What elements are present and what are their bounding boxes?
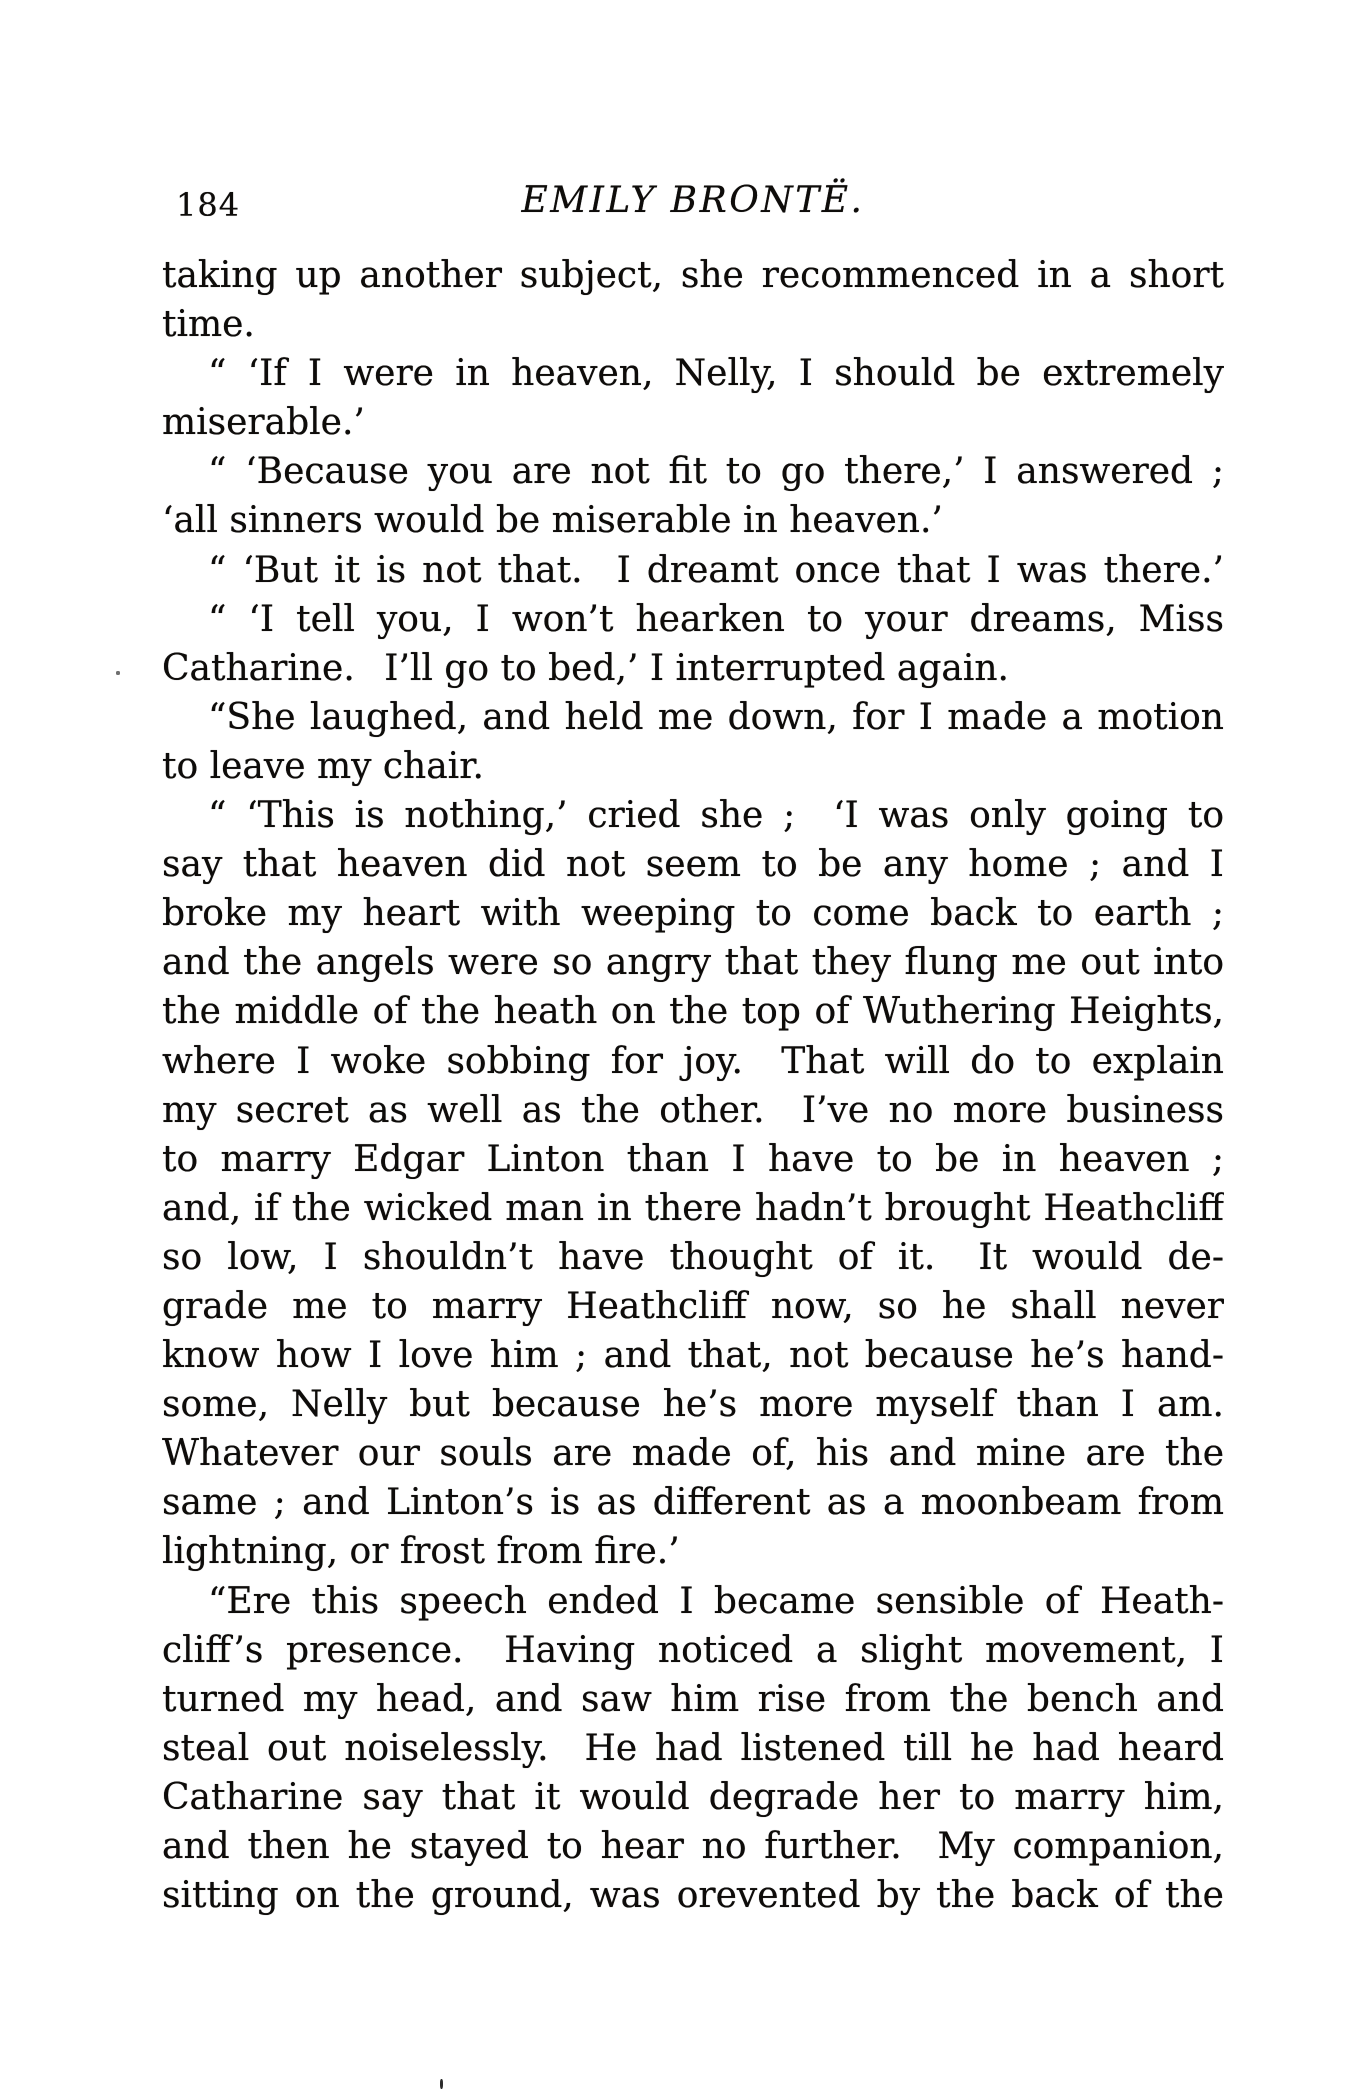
text-line: broke my heart with weeping to come back to earth ;: [162, 893, 1224, 935]
text-line: to marry Edgar Linton than I have to be in heaven ;: [162, 1138, 1224, 1180]
text-line: sitting on the ground, was orevented by the back of the: [162, 1875, 1224, 1917]
text-line: turned my head, and saw him rise from the bench and: [162, 1678, 1224, 1720]
text-line: ‘all sinners would be miserable in heaven.’: [162, 500, 943, 542]
text-line: and then he stayed to hear no further. My companion,: [162, 1826, 1224, 1867]
scan-speck: [116, 671, 120, 675]
running-header-title: EMILY BRONTË.: [521, 180, 865, 221]
text-line: taking up another subject, she recommenced in a short: [162, 255, 1224, 296]
text-line: cliff’s presence. Having noticed a slight movement, I: [162, 1629, 1224, 1671]
text-line: and, if the wicked man in there hadn’t brought Heathcliff: [162, 1187, 1224, 1229]
text-line: say that heaven did not seem to be any home ; and I: [162, 844, 1224, 886]
text-line: “She laughed, and held me down, for I made a motion: [208, 696, 1224, 738]
text-line: the middle of the heath on the top of Wuthering Heights,: [162, 991, 1224, 1033]
text-line: where I woke sobbing for joy. That will do to explain: [162, 1040, 1224, 1082]
text-line: and the angels were so angry that they flung me out into: [162, 942, 1224, 984]
text-line: “ ‘But it is not that. I dreamt once that I was there.’: [208, 549, 1224, 591]
text-line: know how I love him ; and that, not because he’s hand-: [162, 1335, 1224, 1377]
text-line: some, Nelly but because he’s more myself than I am.: [162, 1384, 1224, 1426]
text-line: steal out noiselessly. He had listened till he had heard: [162, 1727, 1224, 1769]
text-line: same ; and Linton’s is as different as a moonbeam from: [162, 1482, 1224, 1524]
text-line: “ ‘Because you are not fit to go there,’ I answered ;: [208, 451, 1224, 493]
text-line: Catharine say that it would degrade her to marry him,: [162, 1776, 1224, 1818]
text-line: grade me to marry Heathcliff now, so he shall never: [162, 1285, 1224, 1327]
scan-speck: [440, 2079, 443, 2089]
text-line: “ ‘I tell you, I won’t hearken to your dreams, Miss: [208, 598, 1224, 640]
text-line: my secret as well as the other. I’ve no more business: [162, 1089, 1224, 1131]
text-line: so low, I shouldn’t have thought of it. It would de-: [162, 1236, 1224, 1278]
text-line: time.: [162, 304, 255, 346]
text-line: miserable.’: [162, 402, 365, 444]
text-line: “ ‘This is nothing,’ cried she ; ‘I was only going to: [208, 795, 1224, 837]
text-line: Whatever our souls are made of, his and mine are the: [162, 1433, 1224, 1475]
text-line: Catharine. I’ll go to bed,’ I interrupted again.: [162, 647, 1009, 689]
page-number: 184: [176, 186, 241, 224]
page-body: [162, 251, 1224, 1920]
text-line: “ ‘If I were in heaven, Nelly, I should be extremely: [208, 353, 1224, 395]
text-line: “Ere this speech ended I became sensible of Heath-: [208, 1580, 1224, 1622]
text-line: lightning, or frost from fire.’: [162, 1531, 680, 1573]
text-line: to leave my chair.: [162, 745, 484, 787]
